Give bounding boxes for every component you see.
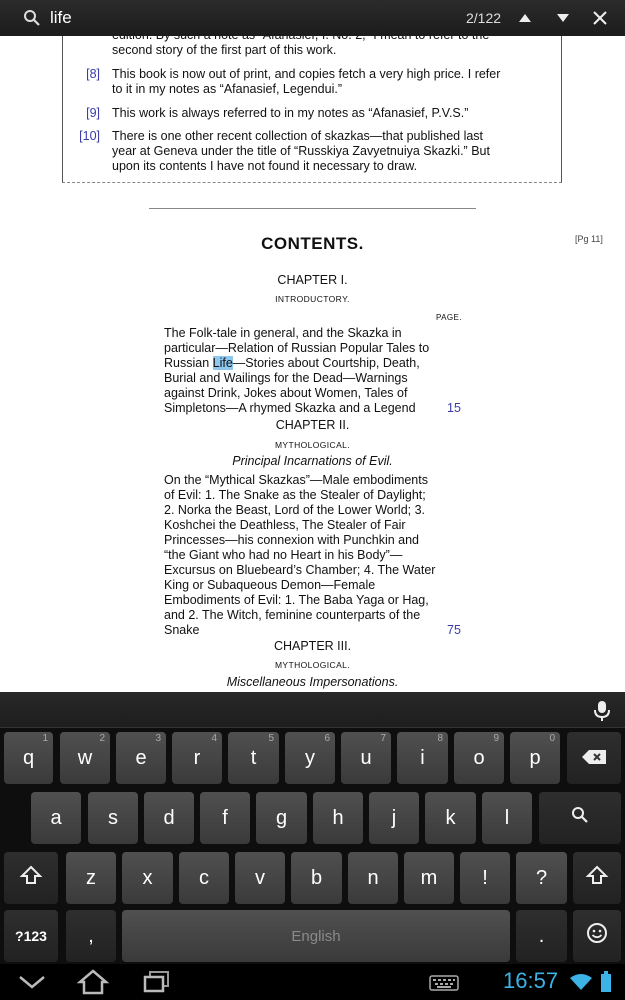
contents-entry-line: Princesses—his connexion with Punchkin and bbox=[164, 533, 419, 547]
wifi-icon bbox=[568, 964, 594, 1000]
suggestion-strip bbox=[0, 692, 625, 728]
contents-entry-line: Excursus on Bluebeard’s Chamber; 4. The Water bbox=[164, 563, 436, 577]
key-label: b bbox=[310, 866, 323, 889]
comma-key[interactable] bbox=[66, 910, 116, 962]
section-divider bbox=[149, 208, 476, 209]
key-label: r bbox=[193, 746, 201, 769]
key-c[interactable] bbox=[179, 852, 229, 904]
key-i[interactable] bbox=[397, 732, 448, 784]
chapter-title: CHAPTER II. bbox=[275, 418, 350, 432]
contents-entry-line: particular—Relation of Russian Popular Tales to bbox=[164, 341, 430, 355]
key-label: u bbox=[360, 746, 372, 769]
shift-icon bbox=[587, 866, 607, 890]
key-label: v bbox=[255, 866, 265, 889]
key-j[interactable] bbox=[369, 792, 419, 844]
recent-apps-icon[interactable] bbox=[140, 964, 172, 1000]
key-e[interactable] bbox=[116, 732, 166, 784]
key-l[interactable] bbox=[482, 792, 532, 844]
key-q[interactable] bbox=[4, 732, 53, 784]
key-z[interactable] bbox=[66, 852, 116, 904]
space-key-label: English bbox=[291, 927, 341, 945]
key-alt-char: 0 bbox=[549, 733, 555, 744]
search-input[interactable]: life bbox=[50, 8, 72, 27]
contents-entry-line: King or Subaqueous Demon—Female bbox=[164, 578, 376, 592]
footnote-line: upon its contents I have not found it necessary to draw. bbox=[112, 159, 418, 173]
key-question[interactable] bbox=[516, 852, 567, 904]
key-f[interactable] bbox=[200, 792, 250, 844]
key-label: j bbox=[391, 806, 397, 829]
key-w[interactable] bbox=[60, 732, 110, 784]
space-key[interactable] bbox=[122, 910, 510, 962]
back-icon[interactable] bbox=[16, 964, 48, 1000]
key-label: q bbox=[22, 746, 35, 769]
contents-page-link[interactable]: 75 bbox=[447, 623, 461, 637]
key-u[interactable] bbox=[341, 732, 391, 784]
key-alt-char: 9 bbox=[493, 733, 499, 744]
next-match-icon[interactable] bbox=[552, 0, 574, 36]
key-label: i bbox=[420, 746, 425, 769]
chapter-section-title: Miscellaneous Impersonations. bbox=[226, 675, 399, 689]
shift-key-right[interactable] bbox=[573, 852, 621, 904]
footnote-fragment-line: second story of the first part of this work. bbox=[112, 43, 337, 57]
book-page[interactable] bbox=[0, 36, 625, 692]
emoji-key[interactable] bbox=[573, 910, 621, 962]
key-n[interactable] bbox=[348, 852, 398, 904]
soft-keyboard bbox=[0, 692, 625, 964]
key-r[interactable] bbox=[172, 732, 222, 784]
footnote-number[interactable]: [8] bbox=[86, 67, 100, 81]
key-alt-char: 6 bbox=[324, 733, 330, 744]
key-m[interactable] bbox=[404, 852, 454, 904]
text-before-match: Russian bbox=[164, 356, 213, 370]
key-label: z bbox=[86, 866, 96, 889]
key-label: ? bbox=[535, 866, 548, 889]
key-label: p bbox=[529, 746, 541, 769]
key-alt-char: 7 bbox=[380, 733, 386, 744]
contents-page-link[interactable]: 15 bbox=[447, 401, 461, 415]
match-count: 2/122 bbox=[466, 10, 502, 26]
chapter-subtitle: MYTHOLOGICAL. bbox=[274, 440, 351, 450]
search-key[interactable] bbox=[539, 792, 621, 844]
contents-entry-line: Snake bbox=[164, 623, 200, 637]
footnote-line: This work is always referred to in my notes as “Afanasief, P.V.S.” bbox=[112, 106, 469, 120]
shift-icon bbox=[21, 866, 41, 890]
previous-match-icon[interactable] bbox=[514, 0, 536, 36]
contents-entry-line: Burial and Wailings for the Dead—Warnings bbox=[164, 371, 408, 385]
chapter-title: CHAPTER I. bbox=[277, 273, 348, 287]
contents-entry-line: and 2. The Witch, feminine counterparts of the bbox=[164, 608, 421, 622]
close-icon[interactable] bbox=[589, 0, 611, 36]
key-label: ?123 bbox=[15, 928, 47, 944]
footnote-number[interactable]: [9] bbox=[86, 106, 100, 120]
shift-key-left[interactable] bbox=[4, 852, 58, 904]
key-label: a bbox=[50, 806, 62, 829]
key-x[interactable] bbox=[122, 852, 173, 904]
emoji-icon bbox=[586, 922, 608, 950]
backspace-key[interactable] bbox=[567, 732, 621, 784]
page-marker: [Pg 11] bbox=[575, 234, 603, 244]
key-label: . bbox=[538, 924, 545, 947]
period-key[interactable] bbox=[516, 910, 567, 962]
key-label: f bbox=[222, 806, 228, 829]
key-label: , bbox=[88, 924, 94, 947]
contents-entry-line: Koshchei the Deathless, The Stealer of Fair bbox=[164, 518, 406, 532]
symbols-key[interactable] bbox=[4, 910, 58, 962]
mic-icon[interactable] bbox=[591, 700, 613, 727]
chapter-section-title: Principal Incarnations of Evil. bbox=[232, 454, 393, 468]
backspace-icon bbox=[582, 747, 606, 770]
key-b[interactable] bbox=[291, 852, 342, 904]
key-alt-char: 5 bbox=[268, 733, 274, 744]
key-v[interactable] bbox=[235, 852, 285, 904]
contents-entry-line: of Evil: 1. The Snake as the Stealer of Daylight; bbox=[164, 488, 426, 502]
key-alt-char: 1 bbox=[42, 733, 48, 744]
contents-heading: CONTENTS. bbox=[261, 234, 364, 253]
key-label: n bbox=[367, 866, 379, 889]
key-label: s bbox=[108, 806, 118, 829]
key-alt-char: 2 bbox=[99, 733, 105, 744]
contents-entry-line: The Folk-tale in general, and the Skazka in bbox=[164, 326, 402, 340]
key-label: h bbox=[332, 806, 344, 829]
contents-entry-line: Embodiments of Evil: 1. The Baba Yaga or Hag, bbox=[164, 593, 429, 607]
footnote-number[interactable]: [10] bbox=[79, 129, 100, 143]
key-p[interactable] bbox=[510, 732, 560, 784]
key-y[interactable] bbox=[285, 732, 335, 784]
footnote-line: to it in my notes as “Afanasief, Legendui.” bbox=[112, 82, 342, 96]
contents-entry-line: against Drink, Jokes about Women, Tales of bbox=[164, 386, 408, 400]
footnote-line: year at Geneva under the title of “Russkiya Zavyetnuiya Skazki.” But bbox=[112, 144, 490, 158]
key-alt-char: 3 bbox=[155, 733, 161, 744]
key-label: x bbox=[142, 866, 153, 889]
chapter-subtitle: INTRODUCTORY. bbox=[275, 294, 350, 304]
contents-entry-line: Simpletons—A rhymed Skazka and a Legend bbox=[164, 401, 416, 415]
search-key-icon bbox=[571, 806, 589, 830]
key-a[interactable] bbox=[31, 792, 81, 844]
key-label: l bbox=[504, 806, 510, 829]
key-h[interactable] bbox=[313, 792, 363, 844]
key-t[interactable] bbox=[228, 732, 279, 784]
text-after-match: —Stories about Courtship, Death, bbox=[232, 356, 420, 370]
key-g[interactable] bbox=[256, 792, 307, 844]
contents-entry-line: “the Giant who had no Heart in his Body”— bbox=[164, 548, 403, 562]
chapter-title: CHAPTER III. bbox=[273, 639, 352, 653]
key-alt-char: 8 bbox=[437, 733, 443, 744]
page-column-label: PAGE. bbox=[436, 313, 462, 322]
system-navigation-bar bbox=[0, 964, 625, 1000]
key-label: ! bbox=[482, 866, 488, 889]
key-o[interactable] bbox=[454, 732, 504, 784]
key-label: o bbox=[473, 746, 485, 769]
key-label: e bbox=[135, 746, 147, 769]
battery-icon bbox=[598, 964, 614, 1000]
search-bar bbox=[0, 0, 625, 36]
footnote-line: This book is now out of print, and copies fetch a very high price. I refer bbox=[112, 67, 501, 81]
key-label: d bbox=[163, 806, 175, 829]
search-match-highlight[interactable]: Life bbox=[212, 356, 233, 370]
status-clock: 16:57 bbox=[503, 968, 559, 993]
key-alt-char: 4 bbox=[211, 733, 217, 744]
key-label: t bbox=[250, 746, 257, 769]
key-exclamation[interactable] bbox=[460, 852, 510, 904]
key-label: m bbox=[420, 866, 438, 889]
contents-entry-line-highlighted bbox=[164, 356, 436, 371]
key-d[interactable] bbox=[144, 792, 194, 844]
key-label: y bbox=[305, 746, 315, 769]
key-label: k bbox=[445, 806, 456, 829]
contents-entry-line: 2. Norka the Beast, Lord of the Lower World; 3. bbox=[164, 503, 426, 517]
chapter-subtitle: MYTHOLOGICAL. bbox=[274, 660, 351, 670]
key-label: w bbox=[77, 746, 93, 769]
footnote-line: There is one other recent collection of skazkas—that published last bbox=[112, 129, 484, 143]
home-icon[interactable] bbox=[76, 964, 110, 1000]
search-icon bbox=[20, 0, 44, 36]
key-k[interactable] bbox=[425, 792, 476, 844]
key-label: g bbox=[275, 806, 288, 829]
keyboard-status-icon bbox=[428, 964, 460, 1000]
contents-entry-line: On the “Mythical Skazkas”—Male embodiments bbox=[164, 473, 428, 487]
key-s[interactable] bbox=[88, 792, 138, 844]
key-label: c bbox=[199, 866, 209, 889]
